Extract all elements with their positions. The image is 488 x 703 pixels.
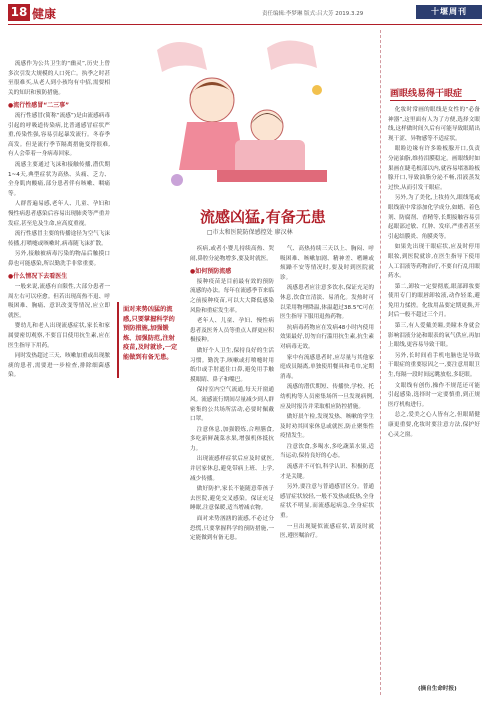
paragraph: 一旦出现疑似流感症状,请及时就医,遵医嘱治疗。 — [280, 523, 374, 540]
paragraph: 婴幼儿和老人出现流感症状,家长和家属要密切观察,不要盲目使用抗生素,应在医生指导下用药。 — [8, 323, 110, 349]
header-rule — [8, 24, 482, 25]
paragraph: 总之,爱美之心人皆有之,但眼睛健康更重要,化妆时要注意方法,保护好心灵之窗。 — [388, 412, 480, 438]
paragraph: 保持室内空气流通,每天开窗通风。流感流行期间尽量减少到人群密集的公共场所活动,必要时佩戴口罩。 — [190, 387, 274, 423]
article-column-3 — [280, 245, 374, 695]
editor-credits: 责任编辑:李梦琳 版式:吕大芳 2019.3.29 — [262, 11, 364, 17]
paragraph: 另外,长时间看手机电脑也是导致干眼症的重要原因之一,要注意用眼卫生,每隔一段时间远眺放松,多眨眼。 — [388, 352, 480, 379]
paragraph: 另外,接触被病毒污染的物品后触摸口鼻也可能感染,所以勤洗手非常重要。 — [8, 251, 110, 267]
subheading: ●流行性感冒“二三事” — [8, 102, 70, 110]
paragraph: 同时发热超过三天、咳嗽加重或出现脓痰的患者,需要进一步检查,排除细菌感染。 — [8, 353, 110, 379]
paragraph: 面对来势汹汹的流感,不必过分恐慌,只要掌握科学的预防措施,一定能做到有备无患。 — [190, 516, 274, 542]
paragraph: 眼睑边缘有许多睑板腺开口,负责分泌油脂,维持泪膜稳定。画眼线时如果画在睫毛根部以内,就容易堵塞睑板腺开口,导致油脂分泌不畅,泪液蒸发过快,从而引发干眼症。 — [388, 146, 480, 191]
subheading: ●什么情况下去看医生 — [8, 273, 68, 281]
paragraph: 文眼线有创伤,操作不规范还可能引起感染,选择时一定要慎重,到正规医疗机构进行。 — [388, 382, 480, 408]
sidebar-title-rule — [390, 100, 476, 101]
paragraph: 接种疫苗是目前最有效的预防流感的办法。每年在流感季节来临之前接种疫苗,可以大大降低感染风险和重症发生率。 — [190, 278, 274, 314]
paragraph: 流感主要通过飞沫和接触传播,潜伏期1~4天,典型症状为高热、头痛、乏力、全身肌肉酸痛,部分患者伴有咳嗽、咽痛等。 — [8, 161, 110, 197]
paragraph: 流感作为公共卫生的“幽灵”,历史上曾多次引发大规模的人口死亡。执季之时甚至很难买,从老人到小孩均有中招,需要相关的知识和预防措施。 — [8, 61, 110, 96]
article-headline: 流感凶猛,有备无患 — [200, 208, 326, 226]
paragraph: 注意饮食,多喝水,多吃蔬菜水果,适当运动,保持良好的心态。 — [280, 443, 374, 460]
paragraph: 化妆时常画的眼线是女性的“必备神器”,这里面有人为了方便,选择文眼线,这样做时间久后有可能导致眼睛出现干涩、异物感等不适症状。 — [388, 107, 480, 142]
paragraph: 疾病,或者小婴儿持续高热、哭闹,鼻腔分泌物增多,要及时就医。 — [190, 246, 274, 262]
paragraph: 第二,卸妆一定要彻底,眼部卸妆要使用专门的眼唇卸妆液,动作轻柔,避免用力揉搓。化妆用品要定期更换,开封后一般不超过三个月。 — [388, 283, 480, 319]
paragraph: 流感并不可怕,科学认识、积极防范才是关键。 — [280, 464, 374, 480]
article-column-1 — [8, 60, 110, 695]
paragraph: 另外,要注意与普通感冒区分。普通感冒症状较轻,一般不发热或低热,全身症状不明显,而流感起病急,全身症状重。 — [280, 484, 374, 520]
page-number: 18 — [8, 4, 30, 21]
article-byline: □市太和医院防保感控处 廖汉林 — [207, 229, 293, 236]
paragraph: 做好个人卫生,保持良好的生活习惯。勤洗手,咳嗽或打喷嚏时用纸巾或手肘遮住口鼻,避免用手触摸眼睛、鼻子和嘴巴。 — [190, 347, 274, 383]
article-illustration — [117, 30, 357, 200]
article-column-2 — [190, 245, 274, 695]
sidebar-title: 画眼线易得干眼症 — [390, 89, 463, 99]
subheading: ●如何预防流感 — [190, 268, 232, 276]
paragraph: 一般来说,流感有自限性,大部分患者一周左右可以痊愈。但若出现高热不退、呼吸困难、胸痛、意识改变等情况,应立即就医。 — [8, 284, 110, 319]
sidebar-source: (摘自生命时报) — [418, 686, 457, 692]
paragraph: 做好防护,家长不能随意带孩子去医院,避免交叉感染。保证充足睡眠,注意保暖,适当增减衣物。 — [190, 486, 274, 512]
paragraph: 如果先出现干眼症状,应及时停用眼妆,到医院就诊,在医生指导下使用人工泪液等药物治疗,不要自行乱用眼药水。 — [388, 244, 480, 280]
paragraph: 流行性感冒(简称“流感”)是由流感病毒引起的呼吸道传染病,比普通感冒症状严重,传染性强,容易引起暴发流行。冬春季高发。但是流行季节隔离措施变得很难,有人会带着一身病毒回家。 — [8, 112, 110, 158]
paragraph: 另外,为了美化,上妆持久,眼线笔或眼线液中常添加化学成分,如蜡、着色剂、防腐剂、香精等,长期接触容易引起眼部过敏、红肿、发痒,严重者甚至引起结膜炎、角膜炎等。 — [388, 195, 480, 240]
child-face — [251, 110, 283, 142]
paragraph: 老年人、儿童、孕妇、慢性病患者及医务人员等重点人群更应积极接种。 — [190, 318, 274, 344]
paragraph: 出现流感样症状后应及时就医,并居家休息,避免带病上班、上学,减少传播。 — [190, 456, 274, 482]
bed — [217, 170, 327, 182]
paragraph: 第三,有人爱戴美瞳,美瞳本身就会影响泪液分泌和眼表的氧气供应,再加上眼线,更容易导致干眼。 — [388, 323, 480, 349]
section-name: 健康 — [32, 7, 57, 21]
paragraph: 家中有流感患者时,应尽量与其他家庭成员隔离,单独使用餐具和毛巾,定期消毒。 — [280, 354, 374, 380]
paragraph: 气、高热持续三天以上、胸闷、呼吸困难、咳嗽加剧、精神差、嗜睡或烦躁不安等情况时,要及时到医院就诊。 — [280, 246, 374, 281]
page-header — [0, 0, 488, 26]
pull-quote: 面对来势凶猛的流感,只要掌握科学的预防措施,加强锻炼、加强防范,注射疫苗,及时就诊,一定能做到有备无患。 — [117, 302, 185, 378]
sidebar-body — [388, 106, 480, 680]
paragraph: 注意休息,加强锻炼,合理膳食,多吃新鲜蔬菜水果,增强机体抵抗力。 — [190, 426, 274, 452]
paragraph: 流行性感冒主要的传播途径为空气飞沫传播,打喷嚏或咳嗽时,病毒随飞沫扩散。 — [8, 231, 110, 247]
paragraph: 流感患者应注意多饮水,保证充足的休息,饮食宜清淡、易消化。发热时可以采用物理降温,体温超过38.5℃可在医生指导下服用退热药物。 — [280, 285, 374, 321]
flower-icon — [171, 174, 183, 186]
paragraph: 抗病毒药物应在发病48小时内使用效果最好,切勿自行滥用抗生素,抗生素对病毒无效。 — [280, 324, 374, 350]
paragraph: 做好晨午检,发现发热、咳嗽的学生及时劝其回家休息或就医,防止聚集性疫情发生。 — [280, 414, 374, 440]
paragraph: 流感的潜伏期短、传播快,学校、托幼机构等人员密集场所一旦发现病例,应及时报告并采取相应防控措施。 — [280, 384, 374, 410]
star-icon — [312, 85, 322, 95]
paragraph: 人群普遍易感,老年人、儿童、孕妇和慢性病患者感染后容易出现肺炎等严重并发症,甚至危及生命,应高度重视。 — [8, 201, 110, 227]
publication-logo: 十堰周刊 — [416, 5, 482, 19]
